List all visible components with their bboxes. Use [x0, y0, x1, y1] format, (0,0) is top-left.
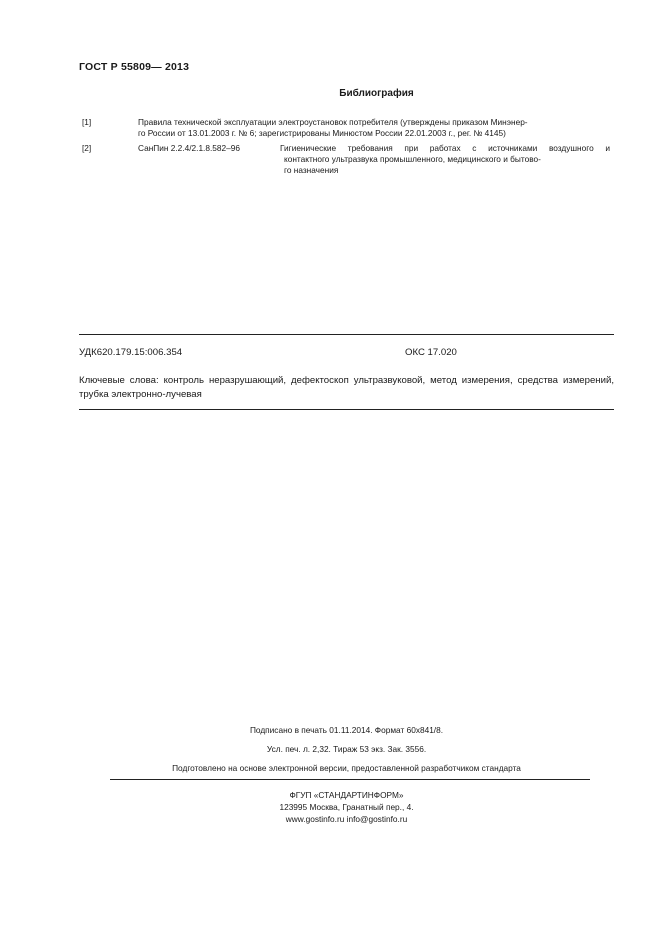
publisher-name: ФГУП «СТАНДАРТИНФОРМ» [289, 790, 404, 800]
publisher-address: 123995 Москва, Гранатный пер., 4. [279, 802, 414, 812]
entry-line: Гигиенические требования при работах с источниками воздушного и [280, 143, 610, 153]
publisher-block [79, 789, 614, 825]
entry-text [280, 143, 610, 176]
udk-code: УДК620.179.15:006.354 [79, 347, 183, 358]
entry-source: СанПин 2.2.4/2.1.8.582–96 [138, 143, 240, 153]
imprint-print-info: Усл. печ. л. 2,32. Тираж 53 экз. Зак. 3556. [266, 744, 427, 754]
divider-top [79, 334, 614, 335]
entry-line: контактного ультразвука промышленного, медицинского и бытово- [284, 154, 541, 164]
entry-line: го России от 13.01.2003 г. № 6; зарегистрированы Минюстом России 22.01.2003 г., рег. № 4145) [138, 128, 506, 138]
imprint-signed: Подписано в печать 01.11.2014. Формат 60x841/8. [249, 725, 444, 735]
imprint-prepared: Подготовлено на основе электронной версии, предоставленной разработчиком стандарта [172, 763, 521, 773]
divider-imprint [110, 779, 590, 780]
divider-bottom [79, 409, 614, 410]
standard-code: ГОСТ Р 55809— 2013 [79, 61, 190, 73]
bibliography-entry [79, 143, 610, 176]
publisher-contacts: www.gostinfo.ru info@gostinfo.ru [285, 814, 408, 824]
bibliography-entry [79, 117, 610, 139]
oks-code: ОКС 17.020 [405, 347, 457, 358]
entry-line: го назначения [284, 165, 339, 175]
entry-number: [2] [82, 143, 92, 153]
entry-number: [1] [82, 117, 92, 127]
entry-line: Правила технической эксплуатации электроустановок потребителя (утверждены приказом Минэнер- [138, 117, 528, 127]
entry-text [138, 117, 610, 139]
keywords: Ключевые слова: контроль неразрушающий, дефектоскоп ультразвуковой, метод измерения, средства измерений, трубка электронно-лучевая [79, 375, 614, 400]
bibliography-title: Библиография [339, 88, 414, 99]
bibliography-list [79, 117, 610, 180]
